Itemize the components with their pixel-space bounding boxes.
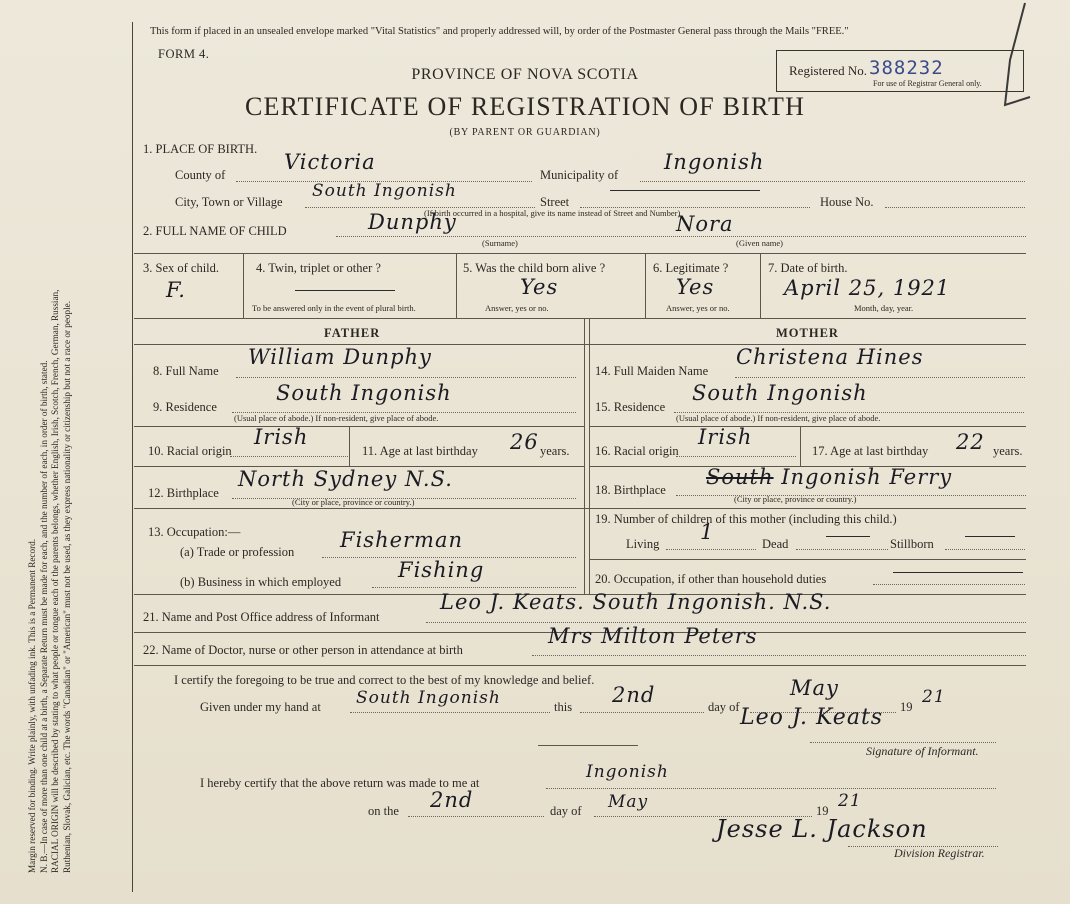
parents-divider-a [584, 318, 585, 508]
grid-bottom-rule [134, 318, 1026, 319]
born-alive-value: Yes [520, 275, 559, 299]
registered-label: Registered No. [789, 63, 867, 78]
father-racial-origin-value: Irish [254, 425, 309, 449]
father-age-label: 11. Age at last birthday [362, 444, 478, 458]
father-years-label: years. [540, 444, 570, 458]
this-label: this [554, 700, 573, 714]
child-name-line [336, 236, 1026, 237]
stillborn-label: Stillborn [890, 537, 934, 551]
mother-heading: MOTHER [776, 326, 839, 340]
twin-label: 4. Twin, triplet or other ? [256, 261, 381, 275]
postal-note: This form if placed in an unsealed envelope marked "Vital Statistics" and properly addressed will, by order of the Postmaster General pass through the Mails "FREE." [150, 26, 849, 37]
received-year-suffix-value: 21 [838, 791, 862, 811]
business-line [372, 587, 576, 588]
dead-line [796, 549, 888, 550]
legitimate-label: 6. Legitimate ? [653, 261, 729, 275]
legitimate-value: Yes [676, 275, 715, 299]
sex-value: F. [166, 278, 186, 302]
received-year-prefix-label: 19 [816, 804, 829, 818]
father-heading: FATHER [324, 326, 381, 340]
received-month-value: May [608, 792, 649, 812]
parents-divider-b [589, 318, 590, 508]
business-label: (b) Business in which employed [180, 575, 342, 589]
margin-line-3: RACIAL ORIGIN will be described by stating to what people or tongue each of the parents belongs, whether English, Irish, Scotch, French, German, Russian, [50, 289, 60, 873]
living-value: 1 [700, 520, 715, 544]
grid-divider-4 [760, 253, 761, 318]
mother-age-label: 17. Age at last birthday [812, 444, 929, 458]
received-at-line [546, 788, 996, 789]
given-under-label: Given under my hand at [200, 700, 321, 714]
twin-dash [295, 290, 395, 291]
surname-note: (Surname) [482, 238, 518, 248]
received-day-line [408, 816, 544, 817]
form-number: FORM 4. [158, 47, 210, 61]
informant-signature-line [810, 742, 996, 743]
born-alive-label: 5. Was the child born alive ? [463, 261, 606, 275]
municipality-label: Municipality of [540, 168, 619, 182]
doctor-label: 22. Name of Doctor, nurse or other person in attendance at birth [143, 643, 463, 657]
mother-residence-note: (Usual place of abode.) If non-resident, give place of abode. [676, 413, 881, 423]
municipality-value: Ingonish [664, 150, 765, 174]
mother-residence-value: South Ingonish [692, 381, 868, 405]
lower-divider-b [589, 508, 590, 594]
mother-birthplace-struck: South [706, 465, 774, 489]
father-row-rule-1 [134, 426, 584, 427]
county-value: Victoria [284, 150, 376, 174]
stillborn-line [945, 549, 1025, 550]
margin-rule [132, 22, 133, 892]
hereby-certify-label: I hereby certify that the above return was made to me at [200, 776, 480, 790]
parents-bottom-rule [134, 508, 1026, 509]
margin-notes [27, 53, 73, 873]
father-name-value: William Dunphy [248, 345, 432, 369]
mother-racial-origin-value: Irish [698, 425, 753, 449]
father-birthplace-value: North Sydney N.S. [238, 467, 453, 491]
business-value: Fishing [398, 558, 485, 582]
mother-age-value: 22 [956, 430, 985, 454]
certificate-title: CERTIFICATE OF REGISTRATION OF BIRTH [244, 92, 806, 121]
informant-label: 21. Name and Post Office address of Informant [143, 610, 380, 624]
mother-birthplace-note: (City or place, province or country.) [734, 494, 857, 504]
mother-racial-origin-label: 16. Racial origin [595, 444, 679, 458]
mother-name-label: 14. Full Maiden Name [595, 364, 709, 378]
county-label: County of [175, 168, 226, 182]
mother-birthplace-label: 18. Birthplace [595, 483, 666, 497]
mother-name-line [735, 377, 1025, 378]
sex-label: 3. Sex of child. [143, 261, 220, 275]
city-value: South Ingonish [312, 181, 457, 201]
grid-divider-2 [456, 253, 457, 318]
father-racial-origin-label: 10. Racial origin [148, 444, 232, 458]
grid-divider-1 [243, 253, 244, 318]
street-dash [610, 190, 760, 191]
mother-birthplace-text: Ingonish Ferry [781, 465, 953, 489]
dead-dash [826, 536, 870, 537]
mother-occupation-line [873, 584, 1025, 585]
mother-racial-line [676, 456, 796, 457]
father-residence-note: (Usual place of abode.) If non-resident, give place of abode. [234, 413, 439, 423]
informant-line [426, 622, 1026, 623]
signature-short-rule [538, 745, 638, 746]
child-given-name-value: Nora [676, 212, 734, 236]
trade-value: Fisherman [340, 528, 464, 552]
certify-text: I certify the foregoing to be true and correct to the best of my knowledge and belief. [174, 673, 595, 687]
father-residence-value: South Ingonish [276, 381, 452, 405]
year-prefix-label: 19 [900, 700, 913, 714]
city-label: City, Town or Village [175, 195, 283, 209]
mother-age-divider [800, 426, 801, 466]
given-at-line [350, 712, 550, 713]
on-the-label: on the [368, 804, 399, 818]
mother-occupation-label: 20. Occupation, if other than household duties [595, 572, 827, 586]
dead-label: Dead [762, 537, 789, 551]
father-birthplace-label: 12. Birthplace [148, 486, 219, 500]
given-name-note: (Given name) [736, 238, 783, 248]
hospital-note: (If birth occurred in a hospital, give its name instead of Street and Number) [424, 208, 681, 218]
place-of-birth-label: 1. PLACE OF BIRTH. [143, 142, 258, 156]
lower-divider-a [584, 508, 585, 594]
municipality-line [640, 181, 1025, 182]
father-residence-label: 9. Residence [153, 400, 217, 414]
doctor-value: Mrs Milton Peters [548, 624, 758, 648]
street-label: Street [540, 195, 570, 209]
division-registrar-label: Division Registrar. [894, 846, 985, 860]
received-day-of-label: day of [550, 804, 582, 818]
child-name-label: 2. FULL NAME OF CHILD [143, 224, 287, 238]
mother-row-rule-1 [589, 426, 1026, 427]
house-no-label: House No. [820, 195, 874, 209]
occupation-label: 13. Occupation:— [148, 525, 241, 539]
province-title: PROVINCE OF NOVA SCOTIA [411, 66, 639, 83]
trade-label: (a) Trade or profession [180, 545, 295, 559]
mother-name-value: Christena Hines [736, 345, 924, 369]
mother-residence-label: 15. Residence [595, 400, 666, 414]
children-label: 19. Number of children of this mother (including this child.) [595, 512, 897, 526]
stillborn-dash [965, 536, 1015, 537]
father-name-line [236, 377, 576, 378]
children-rule [589, 559, 1026, 560]
father-birthplace-note: (City or place, province or country.) [292, 497, 415, 507]
father-age-divider [349, 426, 350, 466]
given-day-value: 2nd [612, 683, 656, 707]
twin-note: To be answered only in the event of plural birth. [252, 303, 416, 313]
day-of-label: day of [708, 700, 740, 714]
date-of-birth-value: April 25, 1921 [784, 276, 951, 300]
margin-line-4: Ruthenian, Slovak, Galician, etc. The words "Canadian" or "American" must not be used, as they express nationality or citizenship but not a race or people. [61, 300, 72, 873]
given-at-value: South Ingonish [356, 688, 501, 708]
father-racial-line [230, 456, 348, 457]
signature-informant-label: Signature of Informant. [866, 744, 979, 758]
certificate-subtitle: (BY PARENT OR GUARDIAN) [449, 127, 601, 138]
registrar-signature: Jesse L. Jackson [716, 815, 928, 843]
doctor-rule [134, 665, 1026, 666]
margin-line-1: Margin reserved for binding. Write plainly, with unfading ink. This is a Permanent Record. [27, 538, 37, 873]
living-label: Living [626, 537, 660, 551]
father-age-value: 26 [510, 430, 539, 454]
father-name-label: 8. Full Name [153, 364, 219, 378]
grid-divider-3 [645, 253, 646, 318]
mother-occupation-dash [893, 572, 1023, 573]
living-line [666, 549, 756, 550]
legitimate-note: Answer, yes or no. [666, 303, 730, 313]
registered-number: 388232 [869, 57, 944, 79]
mother-birthplace-value [706, 465, 952, 489]
given-month-value: May [790, 676, 839, 700]
date-of-birth-label: 7. Date of birth. [768, 261, 848, 275]
informant-signature: Leo J. Keats [740, 705, 884, 730]
mother-years-label: years. [993, 444, 1023, 458]
received-day-value: 2nd [430, 788, 474, 812]
registrar-note: For use of Registrar General only. [873, 79, 982, 88]
house-no-line [885, 207, 1025, 208]
doctor-line [532, 655, 1026, 656]
grid-top-rule [134, 253, 1026, 254]
born-alive-note: Answer, yes or no. [485, 303, 549, 313]
given-day-line [580, 712, 704, 713]
informant-value: Leo J. Keats. South Ingonish. N.S. [440, 590, 832, 614]
received-at-value: Ingonish [586, 762, 669, 782]
year-suffix-value: 21 [922, 687, 946, 707]
date-note: Month, day, year. [854, 303, 914, 313]
margin-line-2: N. B.—In case of more than one child at a birth, a Separate Return must be made for each, and the number of each, in order of birth, stated. [38, 360, 49, 873]
child-surname-value: Dunphy [368, 210, 457, 234]
